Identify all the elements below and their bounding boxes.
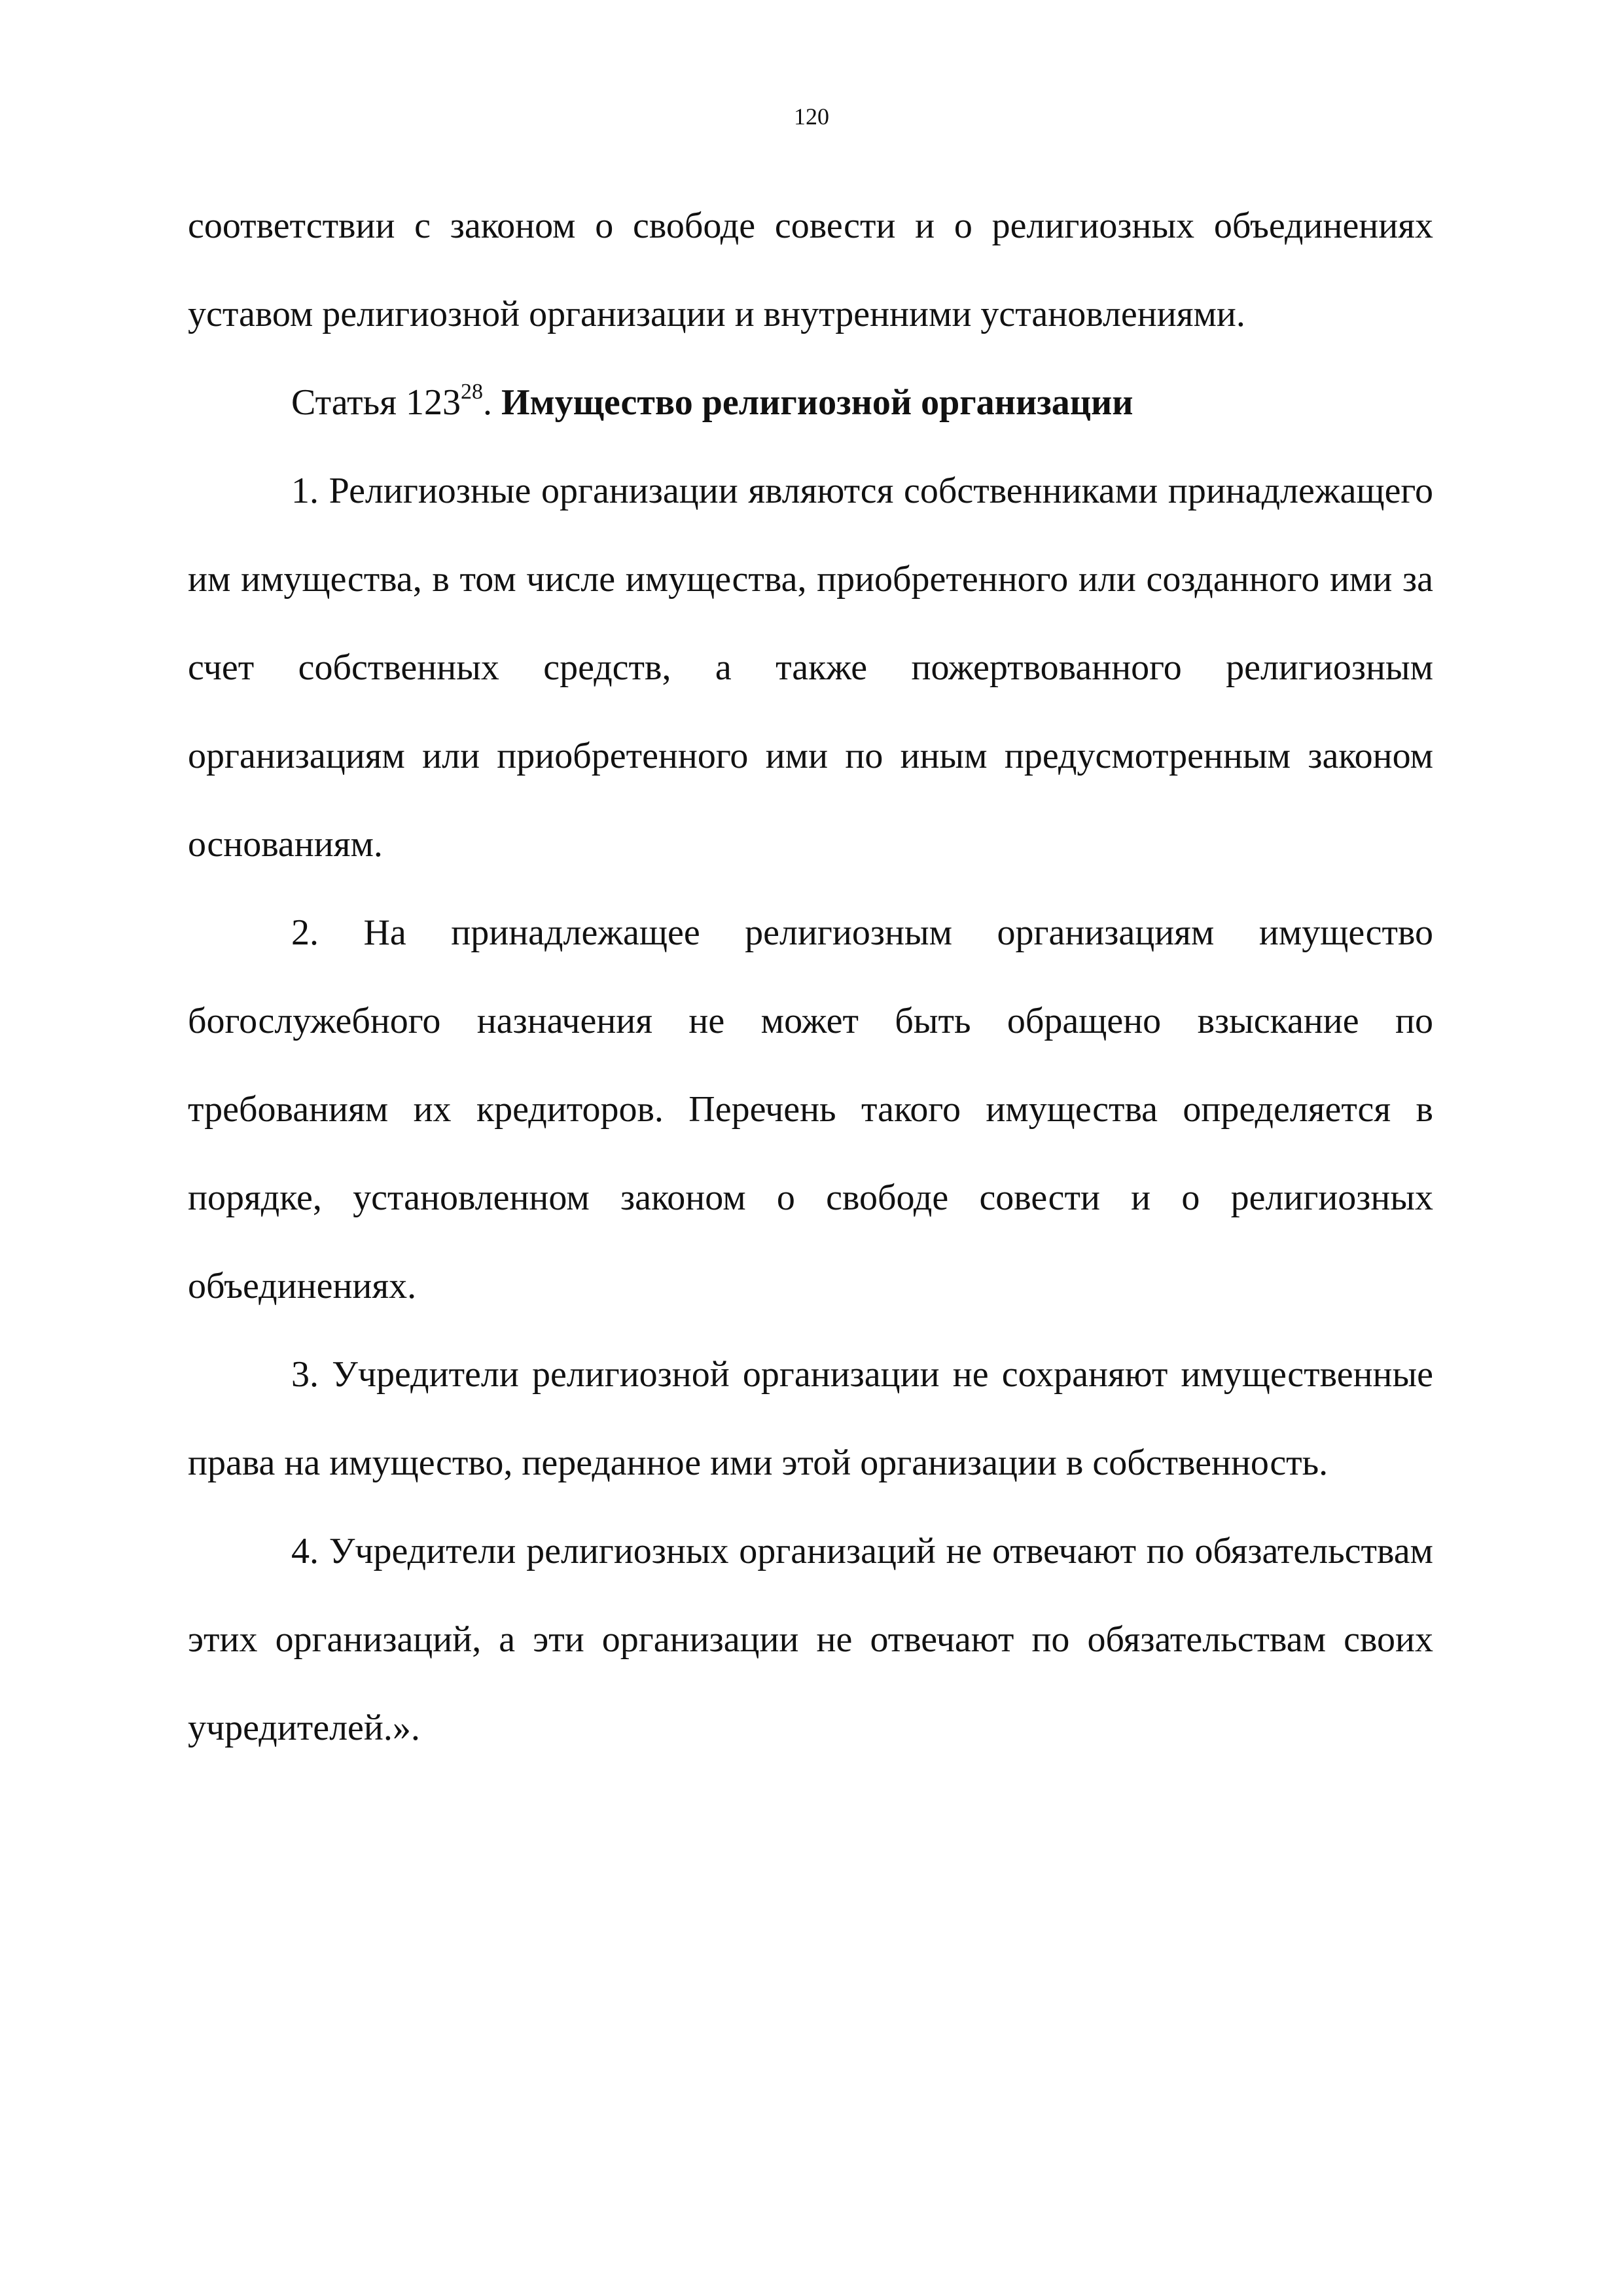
article-dot: . [482, 382, 501, 423]
item-2-number: 2. [291, 912, 319, 953]
item-2-text: На принадлежащее религиозным организациям имущество богослужебного назначения не может быть обращено взыскание по требованиям их кредиторов. Перечень такого имущества определяется в порядке, установленном законом о свободе совести и о религиозных объединениях. [188, 912, 1434, 1306]
item-3-number: 3. [291, 1354, 319, 1395]
article-title: Имущество религиозной организации [501, 382, 1133, 423]
item-2-paragraph [188, 889, 1433, 1331]
article-prefix: Статья 123 [291, 382, 461, 423]
article-heading [188, 359, 1433, 447]
item-4-paragraph [188, 1507, 1433, 1772]
article-superscript: 28 [460, 380, 483, 404]
item-4-number: 4. [291, 1531, 319, 1571]
item-3-paragraph [188, 1331, 1433, 1507]
item-4-text: Учредители религиозных организаций не отвечают по обязательствам этих организаций, а эти организации не отвечают по обязательствам своих учредителей.». [188, 1531, 1433, 1748]
page-number: 120 [794, 103, 829, 130]
item-3-text: Учредители религиозной организации не сохраняют имущественные права на имущество, переданное ими этой организации в собственность. [188, 1354, 1433, 1483]
item-1-number: 1. [291, 471, 319, 511]
item-1-text: Религиозные организации являются собственниками принадлежащего им имущества, в том числе имущества, приобретенного или созданного ими за счет собственных средств, а также пожертвованного религиозным организациям или приобретенного ими по иным предусмотренным законом основаниям. [188, 471, 1434, 865]
continuation-paragraph: соответствии с законом о свободе совести и о религиозных объединениях уставом религиозной организации и внутренними установлениями. [188, 206, 1433, 334]
document-body [188, 182, 1433, 1772]
item-1-paragraph [188, 447, 1433, 889]
